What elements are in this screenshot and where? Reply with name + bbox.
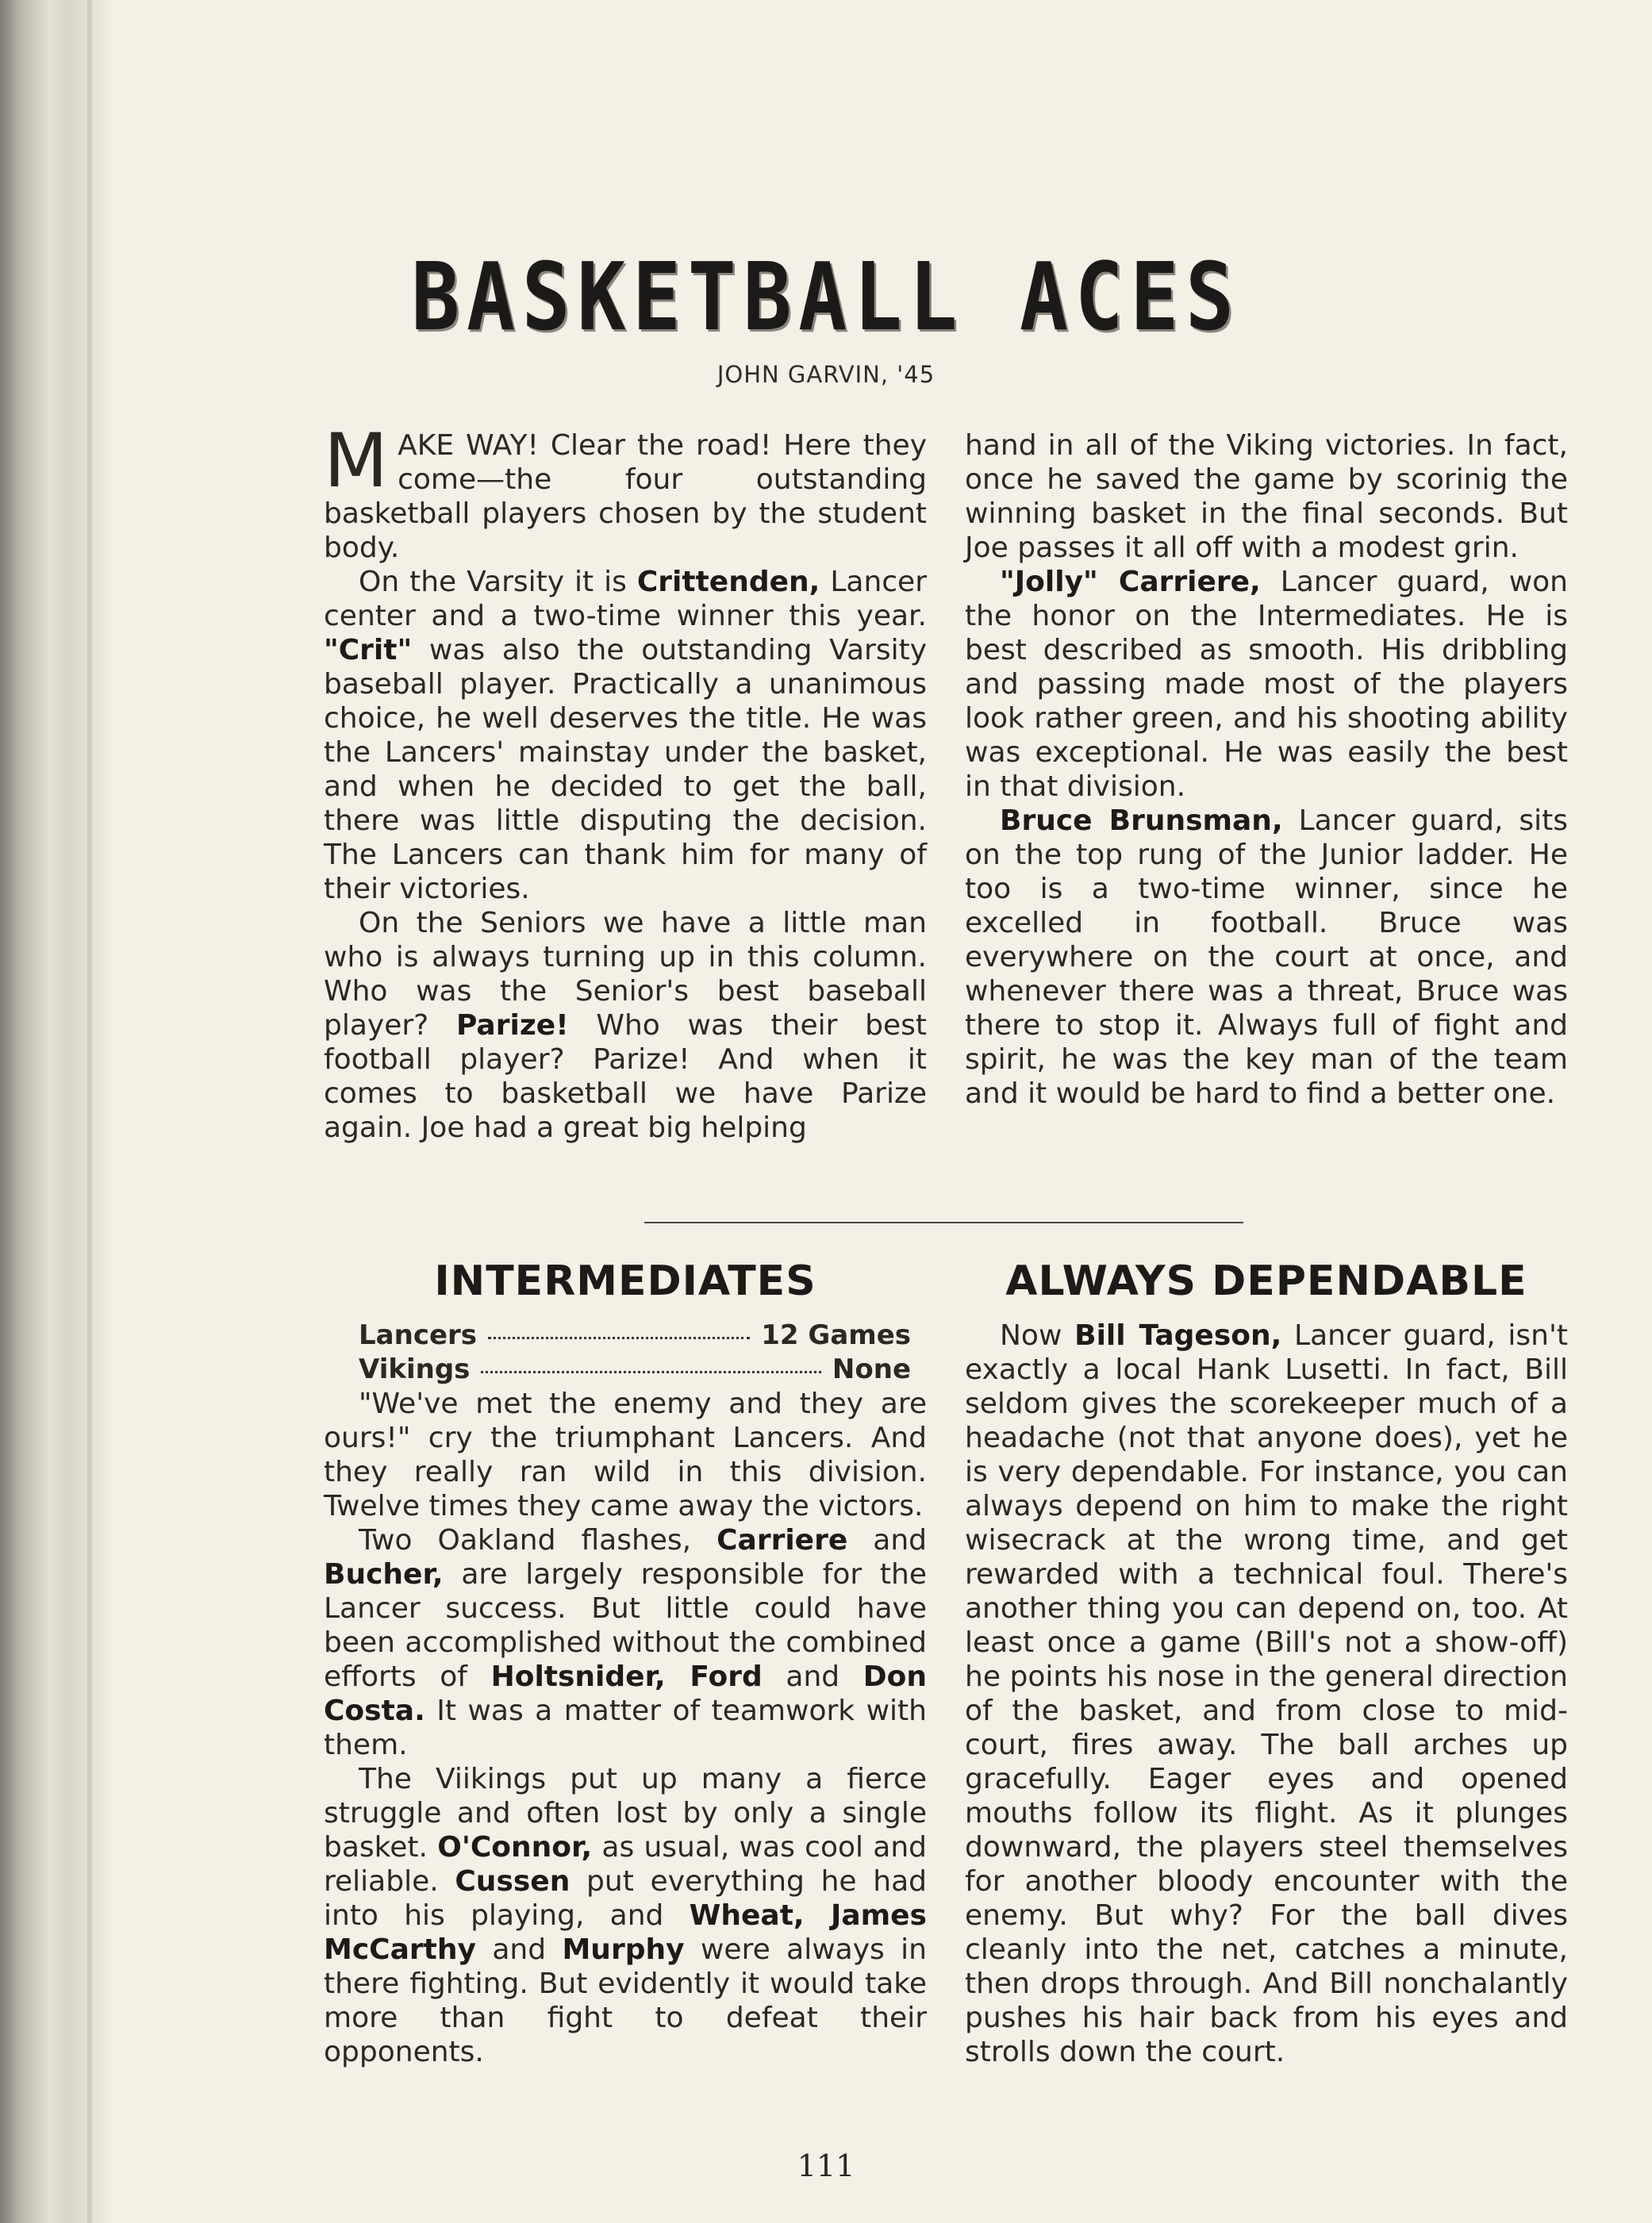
player-name: Don Costa.	[324, 1661, 927, 1727]
player-name: Murphy	[562, 1933, 685, 1966]
player-name: Holtsnider, Ford	[490, 1661, 763, 1693]
article-paragraph: MAKE WAY! Clear the road! Here they come—the four outstanding basketball players chosen by the student body.	[324, 418, 927, 564]
dependable-column	[965, 1319, 1568, 2069]
section-divider	[644, 1222, 1243, 1223]
intermediates-column	[324, 1319, 927, 2069]
dot-leader	[481, 1371, 821, 1373]
article-paragraph: Two Oakland flashes, Carriere and Bucher, are largely responsible for the Lancer success. But little could have been accomplished without the combined efforts of Holtsnider, Ford and Don Costa. It was a matter of teamwork with them.	[324, 1524, 928, 1761]
article-paragraph: "Jolly" Carriere, Lancer guard, won the honor on the Intermediates. He is best described as smooth. His dribbling and passing made most of the players look rather green, and his shooting ability was exceptional. He was easily the best in that division.	[965, 566, 1568, 803]
player-name: O'Connor,	[437, 1831, 593, 1864]
page-title: BASKETBALL ACES	[411, 242, 1241, 351]
team-result: 12 Games	[761, 1319, 911, 1351]
score-row	[359, 1353, 911, 1387]
byline: JOHN GARVIN, '45	[717, 361, 935, 388]
team-result: None	[832, 1353, 911, 1385]
player-name: Wheat, James McCarthy	[324, 1899, 927, 1966]
article-paragraph: Now Bill Tageson, Lancer guard, isn't exactly a local Hank Lusetti. In fact, Bill seldom gives the scorekeeper much of a headache (not that anyone does), yet he is very dependable. For instance, you can always depend on him to make the right wisecrack at the wrong time, and get rewarded with a technical foul. There's another thing you can depend on, too. At least once a game (Bill's not a show-off) he points his nose in the general direction of the basket, and from close to mid-court, fires away. The ball arches up gracefully. Eager eyes and opened mouths follow its flight. As it plunges downward, the players steel themselves for another bloody encounter with the enemy. But why? For the ball dives cleanly into the net, catches a minute, then drops through. And Bill nonchalantly pushes his hair back from his eyes and strolls down the court.	[965, 1319, 1568, 2068]
article-paragraph: On the Seniors we have a little man who is always turning up in this column. Who was the Senior's best baseball player? Parize! Who was their best football player? Parize! And when it comes to basketball we have Parize again. Joe had a great big helping	[324, 907, 927, 1144]
player-name: Parize!	[456, 1009, 569, 1042]
article-paragraph: Bruce Brunsman, Lancer guard, sits on the top rung of the Junior ladder. He too is a two-time winner, since he excelled in football. Bruce was everywhere on the court at once, and whenever there was a threat, Bruce was there to stop it. Always full of fight and spirit, he was the key man of the team and it would be hard to find a better one.	[965, 804, 1568, 1110]
player-name: Crittenden,	[636, 566, 820, 598]
player-name: Bruce Brunsman,	[1000, 804, 1283, 837]
article-paragraph: "We've met the enemy and they are ours!" cry the triumphant Lancers. And they really ran wild in this division. Twelve times they came away the victors.	[324, 1388, 927, 1522]
article-paragraph: hand in all of the Viking victories. In fact, once he saved the game by scorinig the winning basket in the final seconds. But Joe passes it all off with a modest grin.	[965, 429, 1568, 564]
article-column-left	[324, 418, 927, 1145]
book-spine	[0, 0, 111, 2223]
team-name: Lancers	[359, 1319, 478, 1351]
player-name: Cussen	[455, 1865, 571, 1898]
drop-cap: M	[324, 418, 389, 505]
player-name: Bill Tageson,	[1074, 1319, 1282, 1352]
player-name: "Jolly" Carriere,	[1000, 566, 1261, 598]
dependable-heading: ALWAYS DEPENDABLE	[1005, 1257, 1527, 1305]
dot-leader	[488, 1337, 750, 1339]
score-row	[359, 1319, 911, 1353]
article-column-right	[965, 428, 1568, 1111]
article-paragraph: The Viikings put up many a fierce struggle and often lost by only a single basket. O'Connor, as usual, was cool and reliable. Cussen put everything he had into his playing, and Wheat, James McCarthy and Murphy were always in there fighting. But evidently it would take more than fight to defeat their opponents.	[324, 1763, 928, 2068]
page-number: 111	[797, 2148, 855, 2183]
player-name: Bucher,	[324, 1558, 444, 1591]
team-name: Vikings	[359, 1353, 471, 1385]
intermediates-heading: INTERMEDIATES	[434, 1257, 816, 1305]
article-paragraph: On the Varsity it is Crittenden, Lancer center and a two-time winner this year. "Crit" was also the outstanding Varsity baseball player. Practically a unanimous choice, he well deserves the title. He was the Lancers' mainstay under the basket, and when he decided to get the ball, there was little disputing the decision. The Lancers can thank him for many of their victories.	[324, 566, 927, 905]
player-name: "Crit"	[324, 634, 413, 666]
player-name: Carriere	[717, 1524, 848, 1557]
